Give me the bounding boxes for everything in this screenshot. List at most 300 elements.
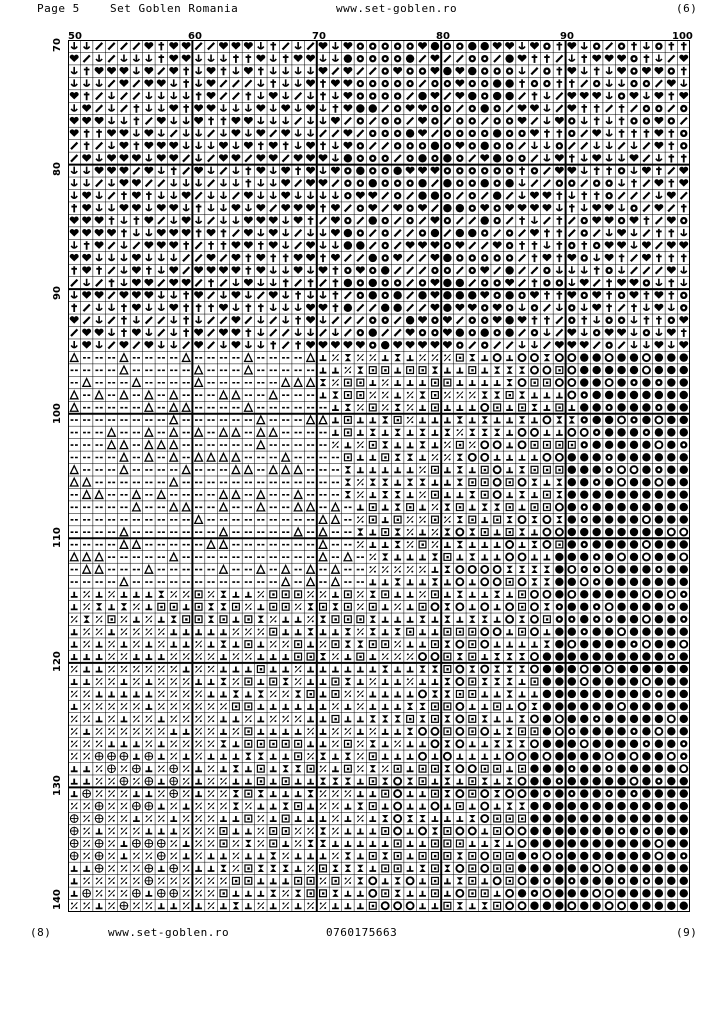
hourglass-symbol (519, 491, 525, 498)
circle-ring-symbol (481, 815, 488, 822)
square-dot-symbol (432, 379, 439, 386)
flower-symbol (506, 304, 513, 311)
mountain-symbol (96, 903, 103, 908)
cross-symbol (669, 42, 675, 50)
circle-filled-symbol (555, 827, 563, 835)
anchor-symbol (320, 191, 326, 198)
hourglass-symbol (531, 703, 537, 710)
heart-symbol (219, 266, 228, 273)
mountain-symbol (506, 455, 513, 460)
cross-symbol (557, 67, 563, 75)
circle-filled-symbol (617, 353, 625, 361)
flower-symbol (655, 43, 662, 50)
flower-symbol (668, 117, 675, 124)
mountain-symbol (145, 691, 152, 696)
flower-symbol (493, 217, 500, 224)
heart-symbol (281, 204, 290, 211)
half-tone-symbol (183, 877, 189, 884)
circle-filled-symbol (630, 565, 638, 573)
circle-filled-symbol (642, 503, 650, 511)
slash-symbol (407, 255, 413, 262)
mountain-symbol (544, 629, 551, 634)
cross-symbol (606, 304, 612, 312)
flower-symbol (556, 616, 563, 623)
heart-symbol (132, 192, 141, 199)
heart-symbol (119, 129, 128, 136)
heart-symbol (530, 129, 539, 136)
square-dot-symbol (506, 853, 513, 860)
half-tone-symbol (83, 628, 89, 635)
anchor-symbol (121, 54, 127, 61)
circle-filled-symbol (568, 677, 576, 685)
circle-filled-symbol (568, 603, 576, 611)
circle-filled-symbol (580, 814, 588, 822)
flower-symbol (394, 80, 401, 87)
slash-symbol (506, 192, 512, 199)
triangle-symbol (319, 528, 327, 536)
mountain-symbol (208, 691, 215, 696)
mountain-symbol (407, 891, 414, 896)
circle-filled-symbol (443, 204, 451, 212)
cross-symbol (333, 304, 339, 312)
slash-symbol (258, 292, 264, 299)
flower-symbol (493, 117, 500, 124)
heart-symbol (132, 204, 141, 211)
anchor-symbol (245, 291, 251, 298)
slash-symbol (332, 180, 338, 187)
mountain-symbol (469, 604, 476, 609)
half-tone-symbol (195, 703, 201, 710)
circle-filled-symbol (667, 578, 675, 586)
circle-ring-symbol (456, 603, 463, 610)
mountain-symbol (295, 704, 302, 709)
hourglass-symbol (457, 541, 463, 548)
mountain-symbol (257, 604, 264, 609)
flower-symbol (382, 317, 389, 324)
cross-symbol (121, 329, 127, 337)
heart-symbol (269, 154, 278, 161)
triangle-symbol (232, 391, 240, 399)
circle-filled-symbol (580, 453, 588, 461)
circle-filled-symbol (580, 827, 588, 835)
hourglass-symbol (494, 504, 500, 511)
half-tone-symbol (83, 840, 89, 847)
circle-filled-symbol (456, 204, 464, 212)
circle-filled-symbol (667, 353, 675, 361)
slash-symbol (656, 267, 662, 274)
heart-symbol (331, 204, 340, 211)
circle-filled-symbol (406, 129, 414, 137)
hourglass-symbol (258, 865, 264, 872)
slash-symbol (370, 242, 376, 249)
slash-symbol (183, 167, 189, 174)
heart-symbol (331, 117, 340, 124)
flower-symbol (394, 142, 401, 149)
half-tone-symbol (382, 653, 388, 660)
anchor-symbol (308, 329, 314, 336)
cross-symbol (519, 79, 525, 87)
mountain-symbol (531, 392, 538, 397)
hourglass-symbol (307, 603, 313, 610)
anchor-symbol (233, 67, 239, 74)
half-tone-symbol (183, 653, 189, 660)
hourglass-symbol (444, 690, 450, 697)
cross-symbol (532, 92, 538, 100)
triangle-symbol (220, 491, 228, 499)
circle-filled-symbol (431, 42, 439, 50)
mountain-symbol (183, 729, 190, 734)
hourglass-symbol (220, 603, 226, 610)
heart-symbol (592, 291, 601, 298)
heart-symbol (654, 67, 663, 74)
circle-ring-symbol (519, 753, 526, 760)
slash-symbol (108, 55, 114, 62)
circle-filled-symbol (630, 428, 638, 436)
flower-symbol (369, 43, 376, 50)
circle-filled-symbol (680, 789, 688, 797)
mountain-symbol (444, 891, 451, 896)
slash-symbol (83, 55, 89, 62)
slash-symbol (444, 55, 450, 62)
slash-symbol (146, 118, 152, 125)
mountain-symbol (407, 579, 414, 584)
flower-symbol (605, 317, 612, 324)
flower-symbol (431, 80, 438, 87)
mountain-symbol (270, 878, 277, 883)
cross-symbol (246, 266, 252, 274)
half-tone-symbol (220, 778, 226, 785)
hourglass-symbol (394, 504, 400, 511)
hourglass-symbol (258, 690, 264, 697)
mountain-symbol (158, 741, 165, 746)
hourglass-symbol (506, 740, 512, 747)
cross-symbol (84, 92, 90, 100)
circle-ring-symbol (543, 416, 550, 423)
half-tone-symbol (71, 902, 77, 909)
anchor-symbol (158, 254, 164, 261)
mountain-symbol (419, 891, 426, 896)
slash-symbol (544, 180, 550, 187)
anchor-symbol (146, 229, 152, 236)
circle-filled-symbol (592, 839, 600, 847)
heart-symbol (144, 79, 153, 86)
slash-symbol (146, 180, 152, 187)
heart-symbol (493, 316, 502, 323)
circle-filled-symbol (592, 777, 600, 785)
square-dot-symbol (456, 354, 463, 361)
flower-symbol (493, 67, 500, 74)
circle-filled-symbol (580, 839, 588, 847)
half-tone-symbol (270, 691, 276, 698)
mountain-symbol (407, 841, 414, 846)
square-dot-symbol (456, 803, 463, 810)
cross-symbol (295, 341, 301, 349)
heart-symbol (119, 79, 128, 86)
heart-symbol (207, 92, 216, 99)
mountain-symbol (282, 754, 289, 759)
cross-symbol (656, 229, 662, 237)
anchor-symbol (581, 154, 587, 161)
circle-filled-symbol (580, 640, 588, 648)
circle-filled-symbol (418, 191, 426, 199)
flower-symbol (369, 267, 376, 274)
heart-symbol (518, 204, 527, 211)
cross-symbol (544, 54, 550, 62)
triangle-symbol (182, 354, 190, 362)
square-dot-symbol (407, 367, 414, 374)
anchor-symbol (283, 316, 289, 323)
mountain-symbol (494, 455, 501, 460)
mountain-symbol (506, 417, 513, 422)
circle-filled-symbol (630, 615, 638, 623)
mountain-symbol (419, 417, 426, 422)
flower-symbol (369, 130, 376, 137)
half-tone-symbol (171, 715, 177, 722)
circle-filled-symbol (555, 640, 563, 648)
anchor-symbol (320, 241, 326, 248)
hourglass-symbol (432, 665, 438, 672)
crosshair-symbol (70, 827, 78, 835)
circle-ring-symbol (643, 591, 650, 598)
mountain-symbol (382, 878, 389, 883)
cross-symbol (109, 216, 115, 224)
heart-symbol (82, 117, 91, 124)
heart-symbol (269, 217, 278, 224)
mountain-symbol (83, 779, 90, 784)
heart-symbol (244, 142, 253, 149)
slash-symbol (668, 105, 674, 112)
mountain-symbol (121, 741, 128, 746)
square-dot-symbol (344, 392, 351, 399)
flower-symbol (568, 317, 575, 324)
anchor-symbol (158, 104, 164, 111)
mountain-symbol (456, 779, 463, 784)
circle-filled-symbol (655, 553, 663, 561)
slash-symbol (183, 155, 189, 162)
circle-filled-symbol (630, 627, 638, 635)
half-tone-symbol (183, 815, 189, 822)
mountain-symbol (506, 442, 513, 447)
cross-symbol (121, 229, 127, 237)
circle-filled-symbol (518, 852, 526, 860)
mountain-symbol (344, 666, 351, 671)
circle-filled-symbol (518, 864, 526, 872)
flower-symbol (680, 142, 687, 149)
mountain-symbol (419, 791, 426, 796)
cross-symbol (656, 167, 662, 175)
heart-symbol (169, 67, 178, 74)
mountain-symbol (158, 903, 165, 908)
heart-symbol (82, 154, 91, 161)
mountain-symbol (344, 903, 351, 908)
slash-symbol (394, 317, 400, 324)
circle-filled-symbol (642, 578, 650, 586)
circle-filled-symbol (443, 279, 451, 287)
circle-ring-symbol (469, 566, 476, 573)
circle-ring-symbol (668, 529, 675, 536)
triangle-symbol (294, 503, 302, 511)
heart-symbol (182, 42, 191, 49)
circle-ring-symbol (506, 753, 513, 760)
hourglass-symbol (394, 877, 400, 884)
slash-symbol (158, 317, 164, 324)
circle-filled-symbol (605, 428, 613, 436)
flower-symbol (469, 130, 476, 137)
heart-symbol (319, 42, 328, 49)
heart-symbol (119, 179, 128, 186)
circle-filled-symbol (655, 366, 663, 374)
mountain-symbol (270, 654, 277, 659)
circle-filled-symbol (630, 665, 638, 673)
triangle-symbol (257, 491, 265, 499)
mountain-symbol (419, 841, 426, 846)
cross-symbol (519, 167, 525, 175)
circle-filled-symbol (680, 702, 688, 710)
mountain-symbol (357, 841, 364, 846)
mountain-symbol (369, 704, 376, 709)
mountain-symbol (419, 455, 426, 460)
cross-symbol (557, 129, 563, 137)
slash-symbol (469, 342, 475, 349)
square-dot-symbol (183, 616, 190, 623)
half-tone-symbol (146, 902, 152, 909)
flower-symbol (444, 267, 451, 274)
slash-symbol (195, 242, 201, 249)
anchor-symbol (606, 117, 612, 124)
half-tone-symbol (96, 890, 102, 897)
hourglass-symbol (357, 802, 363, 809)
heart-symbol (430, 55, 439, 62)
square-dot-symbol (456, 628, 463, 635)
triangle-symbol (269, 466, 277, 474)
circle-filled-symbol (555, 864, 563, 872)
cross-symbol (71, 204, 77, 212)
square-dot-symbol (506, 392, 513, 399)
heart-symbol (231, 341, 240, 348)
circle-filled-symbol (642, 652, 650, 660)
anchor-symbol (569, 279, 575, 286)
flower-symbol (382, 43, 389, 50)
circle-filled-symbol (592, 528, 600, 536)
anchor-symbol (531, 142, 537, 149)
flower-symbol (593, 43, 600, 50)
slash-symbol (158, 68, 164, 75)
cross-symbol (246, 329, 252, 337)
heart-symbol (542, 204, 551, 211)
mountain-symbol (481, 878, 488, 883)
circle-ring-symbol (419, 653, 426, 660)
flower-symbol (630, 416, 637, 423)
hourglass-symbol (220, 678, 226, 685)
heart-symbol (157, 241, 166, 248)
half-tone-symbol (407, 516, 413, 523)
hourglass-symbol (494, 790, 500, 797)
circle-filled-symbol (630, 578, 638, 586)
circle-filled-symbol (543, 765, 551, 773)
half-tone-symbol (245, 628, 251, 635)
heart-symbol (430, 241, 439, 248)
anchor-symbol (183, 117, 189, 124)
mountain-symbol (444, 417, 451, 422)
square-dot-symbol (469, 865, 476, 872)
half-tone-symbol (121, 666, 127, 673)
slash-symbol (556, 105, 562, 112)
mountain-symbol (481, 754, 488, 759)
anchor-symbol (146, 92, 152, 99)
square-dot-symbol (344, 379, 351, 386)
flower-symbol (357, 292, 364, 299)
anchor-symbol (283, 229, 289, 236)
circle-filled-symbol (592, 814, 600, 822)
anchor-symbol (158, 167, 164, 174)
circle-filled-symbol (667, 889, 675, 897)
circle-ring-symbol (519, 877, 526, 884)
mountain-symbol (320, 853, 327, 858)
slash-symbol (96, 143, 102, 150)
mountain-symbol (83, 766, 90, 771)
hourglass-symbol (482, 715, 488, 722)
flower-symbol (382, 130, 389, 137)
heart-symbol (393, 204, 402, 211)
heart-symbol (679, 179, 688, 186)
anchor-symbol (295, 329, 301, 336)
circle-filled-symbol (443, 67, 451, 75)
slash-symbol (419, 55, 425, 62)
hourglass-symbol (307, 790, 313, 797)
square-dot-symbol (506, 529, 513, 536)
circle-filled-symbol (543, 715, 551, 723)
circle-filled-symbol (680, 814, 688, 822)
flower-symbol (543, 80, 550, 87)
circle-ring-symbol (568, 641, 575, 648)
hourglass-symbol (370, 715, 376, 722)
circle-filled-symbol (406, 316, 414, 324)
circle-filled-symbol (667, 877, 675, 885)
heart-symbol (679, 167, 688, 174)
hourglass-symbol (258, 616, 264, 623)
mountain-symbol (233, 592, 240, 597)
slash-symbol (506, 217, 512, 224)
circle-filled-symbol (605, 478, 613, 486)
anchor-symbol (208, 54, 214, 61)
flower-symbol (668, 317, 675, 324)
hourglass-symbol (419, 429, 425, 436)
hourglass-symbol (394, 429, 400, 436)
flower-symbol (493, 142, 500, 149)
circle-filled-symbol (505, 79, 513, 87)
half-tone-symbol (258, 591, 264, 598)
heart-symbol (654, 92, 663, 99)
circle-ring-symbol (481, 666, 488, 673)
mountain-symbol (133, 741, 140, 746)
circle-filled-symbol (655, 391, 663, 399)
circle-filled-symbol (344, 279, 352, 287)
flower-symbol (655, 466, 662, 473)
heart-symbol (107, 129, 116, 136)
mountain-symbol (344, 803, 351, 808)
mountain-symbol (344, 891, 351, 896)
half-tone-symbol (233, 865, 239, 872)
heart-symbol (231, 329, 240, 336)
mountain-symbol (531, 642, 538, 647)
heart-symbol (95, 329, 104, 336)
triangle-symbol (120, 441, 128, 449)
cross-symbol (594, 167, 600, 175)
anchor-symbol (258, 341, 264, 348)
square-dot-symbol (270, 740, 277, 747)
mountain-symbol (444, 492, 451, 497)
anchor-symbol (631, 167, 637, 174)
